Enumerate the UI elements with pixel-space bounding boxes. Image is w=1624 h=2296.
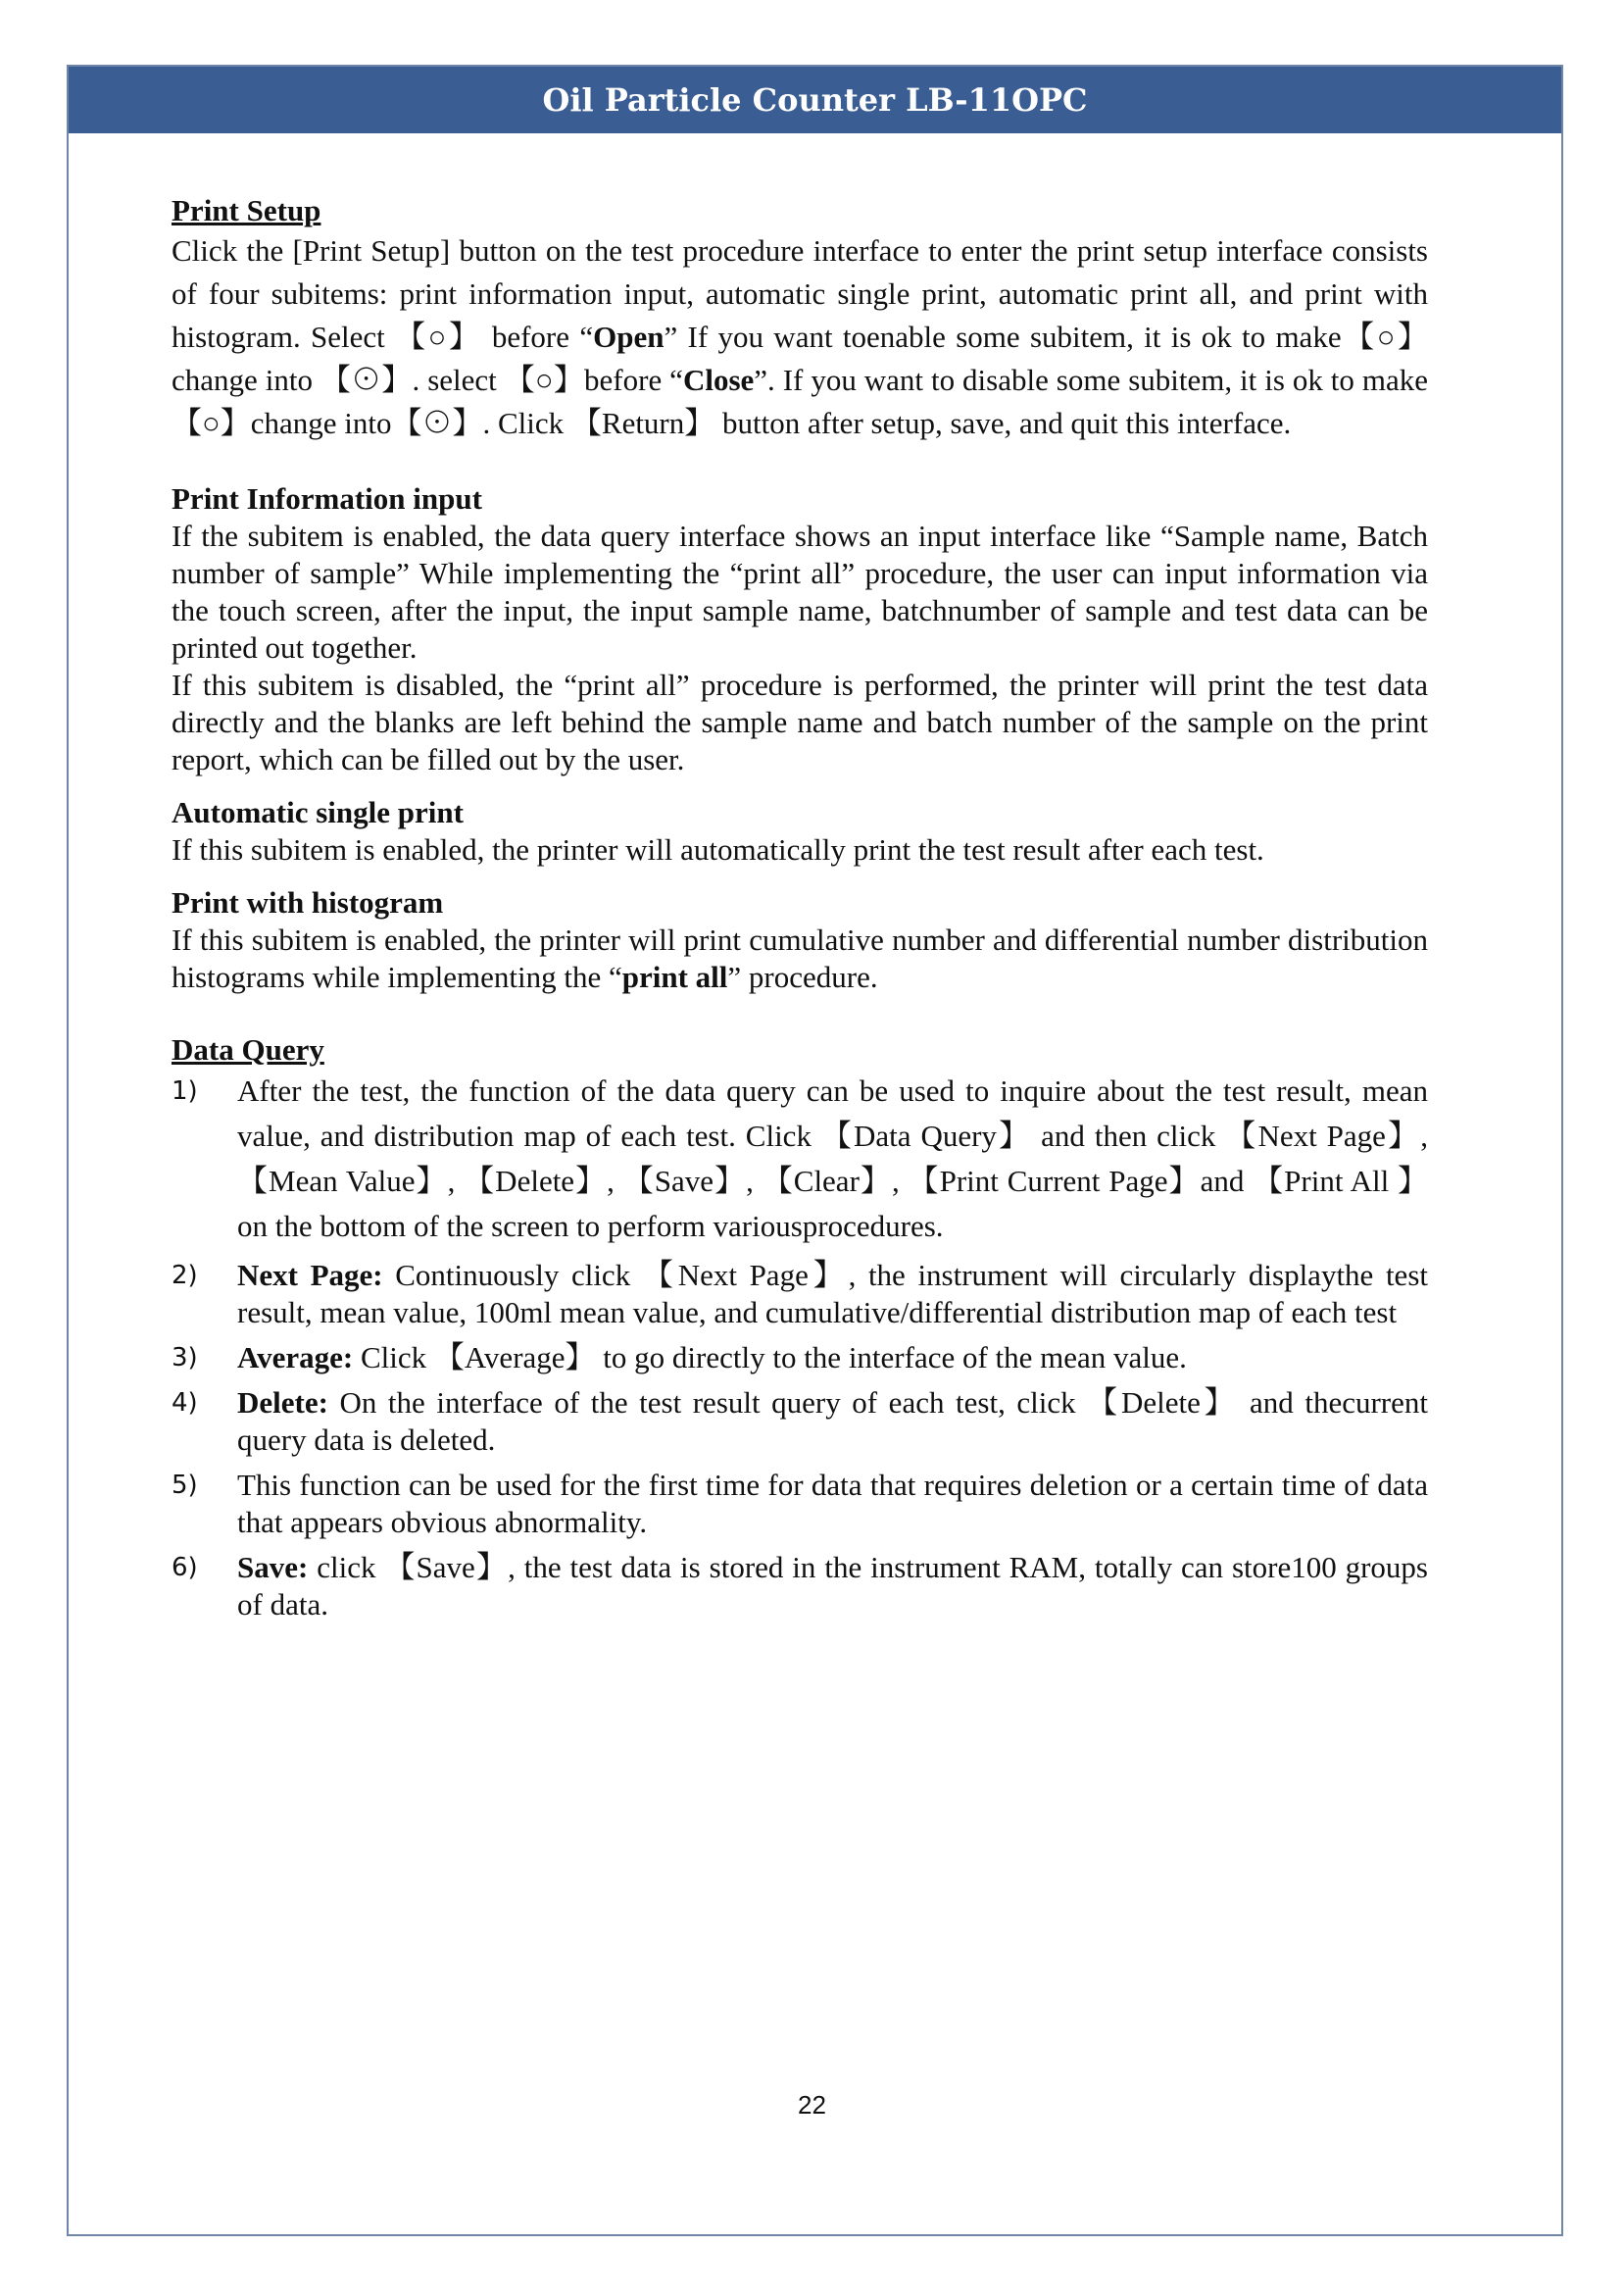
list-item: [172, 1384, 1428, 1459]
print-setup-open: Open: [593, 320, 664, 354]
list-number: 6): [172, 1553, 198, 1582]
list-text: This function can be used for the first time for data that requires deletion or a certain time of data that appears obvious abnormality.: [237, 1468, 1428, 1539]
auto-single-paragraph: If this subitem is enabled, the printer will automatically print the test result after each test.: [172, 832, 1264, 867]
data-query-list: [172, 1069, 1428, 1623]
auto-single-heading: Automatic single print: [172, 795, 464, 829]
list-item: [172, 1339, 1428, 1376]
print-setup-close: Close: [682, 363, 755, 397]
page-header: [69, 67, 1561, 133]
print-info-heading: Print Information input: [172, 481, 482, 516]
list-label: Save:: [237, 1550, 309, 1584]
list-text: On the interface of the test result query of each test, click 【Delete】 and thecurrent query data is deleted.: [237, 1385, 1428, 1457]
data-query-heading: Data Query: [172, 1032, 324, 1067]
list-text: After the test, the function of the data query can be used to inquire about the test result, mean value, and distribution map of each test. Click 【Data Query】 and then click 【Next Page】, 【Mean Value】, 【Delete】, 【Save】, 【Clear】, 【Print Current Page】and 【Print All 】 on the bottom of the screen to perform variousprocedures.: [237, 1073, 1428, 1243]
list-text: Continuously click 【Next Page】, the instrument will circularly displaythe test result, mean value, 100ml mean value, and cumulative/differential distribution map of each test: [237, 1258, 1428, 1329]
print-setup-text-b: ” If you want toenable some subitem, it is ok to make【○】change into 【⊙】. select 【○】before “: [172, 320, 1428, 397]
print-info-paragraph-2: If this subitem is disabled, the “print all” procedure is performed, the printer will print the test data directly and the blanks are left behind the sample name and batch number of the sample on the print report, which can be filled out by the user.: [172, 668, 1428, 776]
print-info-paragraph-1: If the subitem is enabled, the data query interface shows an input interface like “Sample name, Batch number of sample” While implementing the “print all” procedure, the user can input information via the touch screen, after the input, the input sample name, batchnumber of sample and test data can be printed out together.: [172, 519, 1428, 665]
list-text: Click 【Average】 to go directly to the interface of the mean value.: [353, 1340, 1187, 1374]
list-number: 4): [172, 1388, 198, 1418]
list-item: [172, 1069, 1428, 1249]
print-setup-text-c: ”. If you want to disable some subitem, it is ok to make 【○】change into【⊙】. Click 【Return】 button after setup, save, and quit this interface.: [172, 363, 1429, 440]
list-item: [172, 1467, 1428, 1541]
list-label: Average:: [237, 1340, 354, 1374]
print-setup-heading: Print Setup: [172, 193, 321, 227]
histogram-text-a: If this subitem is enabled, the printer will print cumulative number and differential number distribution histograms while implementing the “: [172, 923, 1428, 994]
list-number: 1): [172, 1076, 198, 1106]
list-number: 2): [172, 1261, 198, 1290]
list-item: [172, 1549, 1428, 1623]
histogram-bold: print all: [621, 960, 728, 994]
list-number: 3): [172, 1343, 198, 1373]
document-body: [172, 192, 1428, 1631]
list-label: Delete:: [237, 1385, 328, 1420]
page-number: 22: [798, 2090, 826, 2120]
list-label: Next Page:: [237, 1258, 383, 1292]
header-title: Oil Particle Counter LB-11OPC: [542, 81, 1088, 119]
list-number: 5): [172, 1471, 198, 1500]
print-setup-text-a: Click the [Print Setup] button on the test procedure interface to enter the print setup interface consists of four subitems: print information input, automatic single print, automatic print all, and print with histogram. Select 【○】 before “: [172, 233, 1428, 354]
list-item: [172, 1257, 1428, 1331]
histogram-heading: Print with histogram: [172, 885, 444, 920]
list-text: click 【Save】, the test data is stored in the instrument RAM, totally can store100 groups of data.: [237, 1550, 1428, 1622]
histogram-text-b: ” procedure.: [727, 960, 878, 994]
print-setup-paragraph: [172, 229, 1428, 445]
histogram-paragraph: [172, 922, 1428, 996]
